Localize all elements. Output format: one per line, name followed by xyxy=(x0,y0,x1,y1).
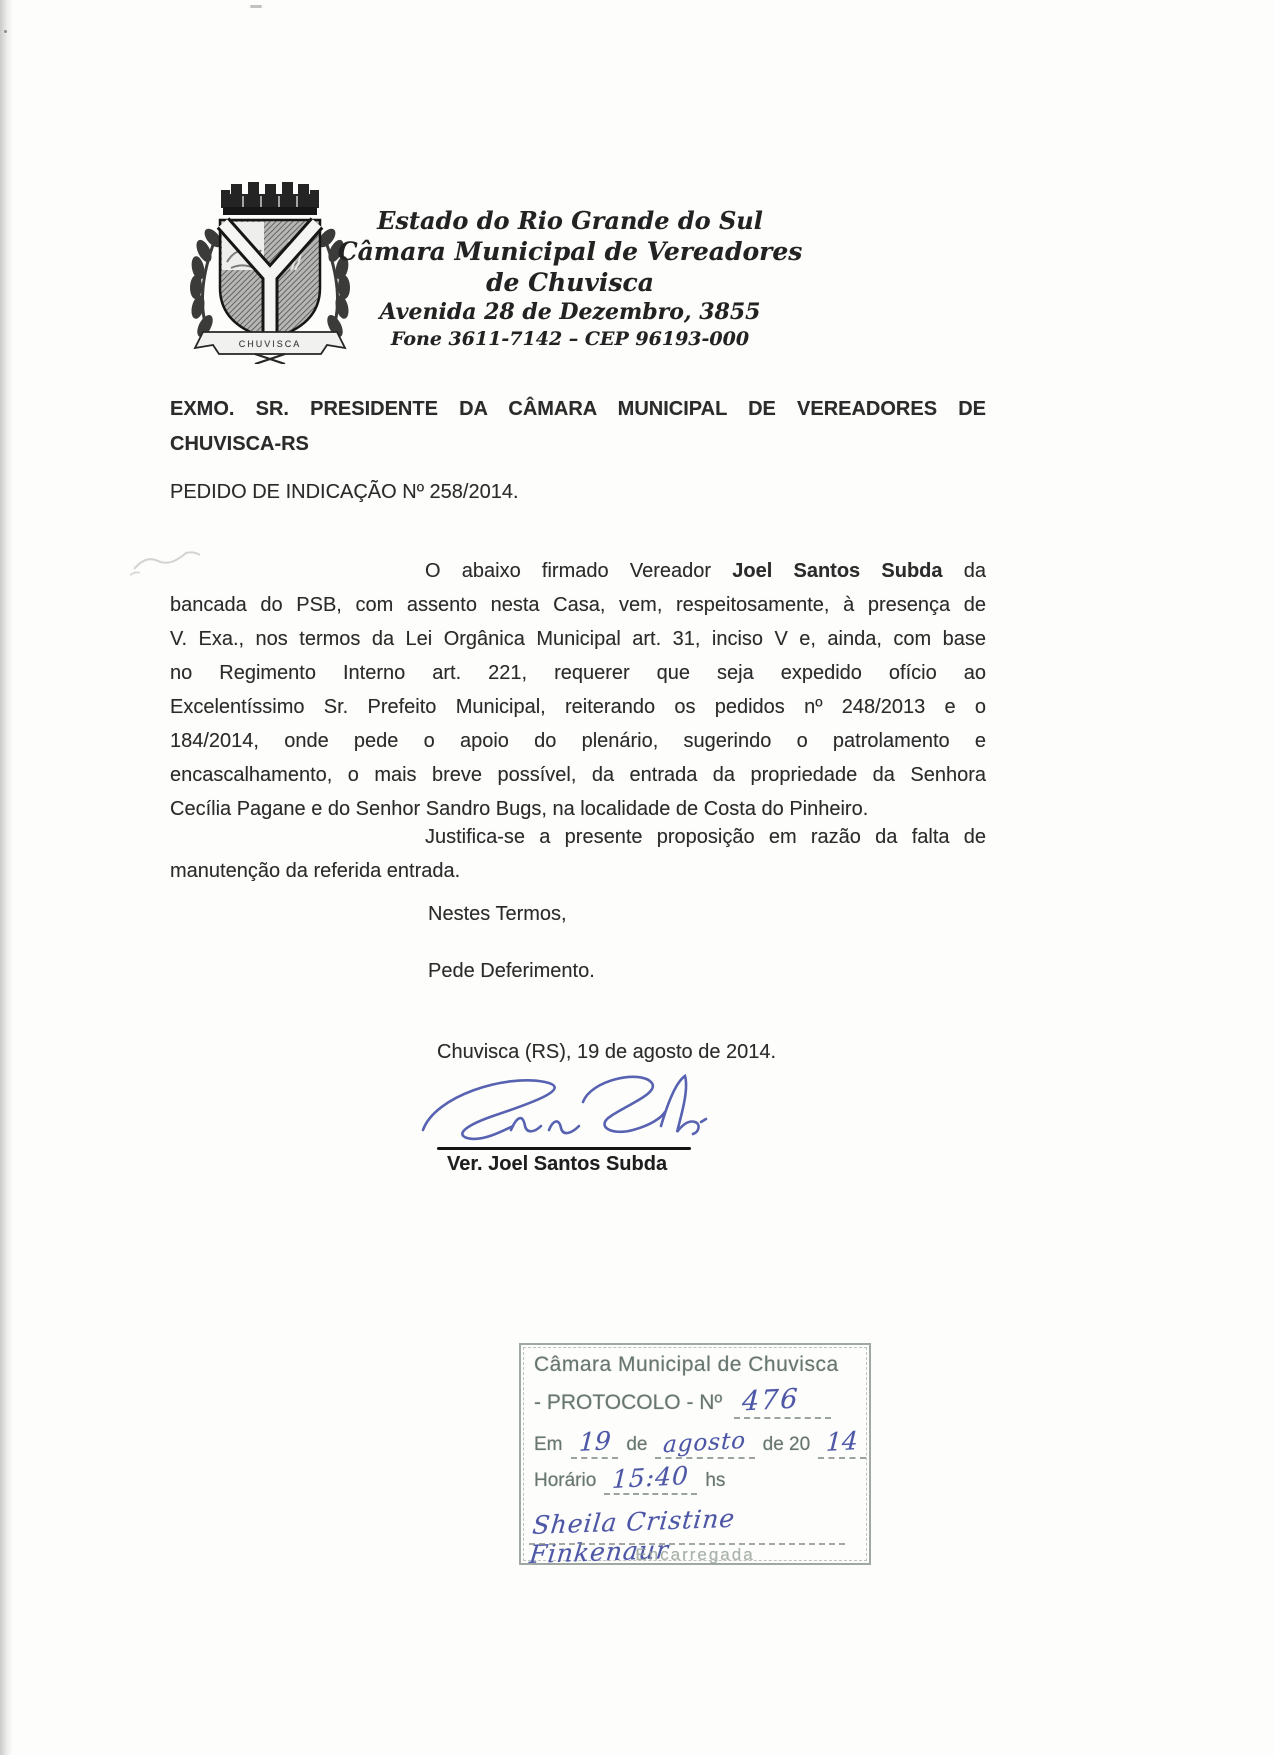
stamp-date-conn2: de 20 xyxy=(762,1434,811,1455)
body-paragraph-2 xyxy=(170,820,986,888)
letterhead-organization: Câmara Municipal de Vereadores de Chuvisca xyxy=(337,237,803,297)
paragraph1-line1-post: da xyxy=(942,560,986,582)
stamp-time-label: Horário xyxy=(534,1470,597,1491)
stamp-year-handwritten: 14 xyxy=(825,1426,859,1457)
paragraph1-line1-pre: O abaixo firmado Vereador xyxy=(425,560,733,582)
scan-edge-shadow xyxy=(0,0,13,1755)
stamp-time-handwritten: 15:40 xyxy=(611,1460,691,1495)
date-line: Chuvisca (RS), 19 de agosto de 2014. xyxy=(437,1041,777,1063)
letterhead xyxy=(320,206,820,352)
stamp-protocol-row xyxy=(534,1385,831,1419)
stamp-time-row xyxy=(534,1460,726,1495)
mural-crown-icon xyxy=(221,182,319,215)
protocol-stamp xyxy=(519,1343,871,1570)
stamp-month-handwritten: agosto xyxy=(662,1427,748,1459)
stamp-date-prefix: Em xyxy=(534,1434,563,1455)
stamp-org: Câmara Municipal de Chuvisca xyxy=(534,1353,839,1376)
recipient-line1: EXMO. SR. PRESIDENTE DA CÂMARA MUNICIPAL DE VEREADORES DE xyxy=(170,398,986,420)
letterhead-address: Avenida 28 de Dezembro, 3855 xyxy=(379,299,761,325)
stamp-date-conn1: de xyxy=(626,1434,648,1455)
clerk-title: Encarregada xyxy=(635,1545,755,1564)
letterhead-phone: Fone 3611-7142 – CEP 96193-000 xyxy=(390,328,750,350)
signer-name: Ver. Joel Santos Subda xyxy=(447,1153,668,1175)
body-paragraph-1 xyxy=(170,554,986,826)
ribbon-text: CHUVISCA xyxy=(238,339,302,349)
clerk-signature-handwritten: Sheila Cristine Finkenaur xyxy=(528,1503,737,1570)
recipient-heading xyxy=(170,392,986,462)
paragraph1-line5: Excelentíssimo Sr. Prefeito Municipal, reiterando os pedidos nº 248/2013 e o xyxy=(170,696,986,718)
vereador-name-bold: Joel Santos Subda xyxy=(732,560,943,582)
stamp-year-field xyxy=(818,1427,866,1459)
paragraph1-line1 xyxy=(170,554,986,588)
paragraph1-line2: bancada do PSB, com assento nesta Casa, vem, respeitosamente, à presença de xyxy=(170,594,986,616)
stamp-month-field xyxy=(655,1427,754,1459)
stamp-date-row xyxy=(534,1427,866,1459)
stamp-time-field xyxy=(604,1460,697,1495)
stamp-day-handwritten: 19 xyxy=(577,1426,612,1457)
signature-rule xyxy=(437,1147,691,1150)
scan-speckles xyxy=(4,30,7,33)
stamp-protocol-number-handwritten: 476 xyxy=(741,1383,801,1418)
closing-deferment: Pede Deferimento. xyxy=(428,960,595,982)
stamp-protocol-field xyxy=(734,1385,831,1419)
stamp-time-suffix: hs xyxy=(705,1470,726,1491)
paragraph1-line4: no Regimento Interno art. 221, requerer que seja expedido ofício ao xyxy=(170,662,986,684)
recipient-line2: CHUVISCA-RS xyxy=(170,433,309,455)
paragraph2-line1: Justifica-se a presente proposição em razão da falta de xyxy=(425,826,986,848)
paragraph1-line7: encascalhamento, o mais breve possível, da entrada da propriedade da Senhora xyxy=(170,764,986,786)
paragraph1-line3: V. Exa., nos termos da Lei Orgânica Municipal art. 31, inciso V e, ainda, com base xyxy=(170,628,986,650)
scan-top-mark xyxy=(250,5,262,8)
paragraph2-line2: manutenção da referida entrada. xyxy=(170,860,461,882)
paragraph1-line6: 184/2014, onde pede o apoio do plenário, sugerindo o patrolamento e xyxy=(170,730,986,752)
letterhead-state: Estado do Rio Grande do Sul xyxy=(377,206,763,235)
handwritten-signature xyxy=(415,1068,715,1158)
stamp-day-field xyxy=(571,1427,619,1459)
shield-icon xyxy=(220,220,320,339)
closing-terms: Nestes Termos, xyxy=(428,903,567,925)
subject-line: PEDIDO DE INDICAÇÃO Nº 258/2014. xyxy=(170,481,519,503)
stamp-protocol-label: - PROTOCOLO - Nº xyxy=(534,1391,723,1414)
paragraph1-line8: Cecília Pagane e do Senhor Sandro Bugs, na localidade de Costa do Pinheiro. xyxy=(170,798,869,820)
